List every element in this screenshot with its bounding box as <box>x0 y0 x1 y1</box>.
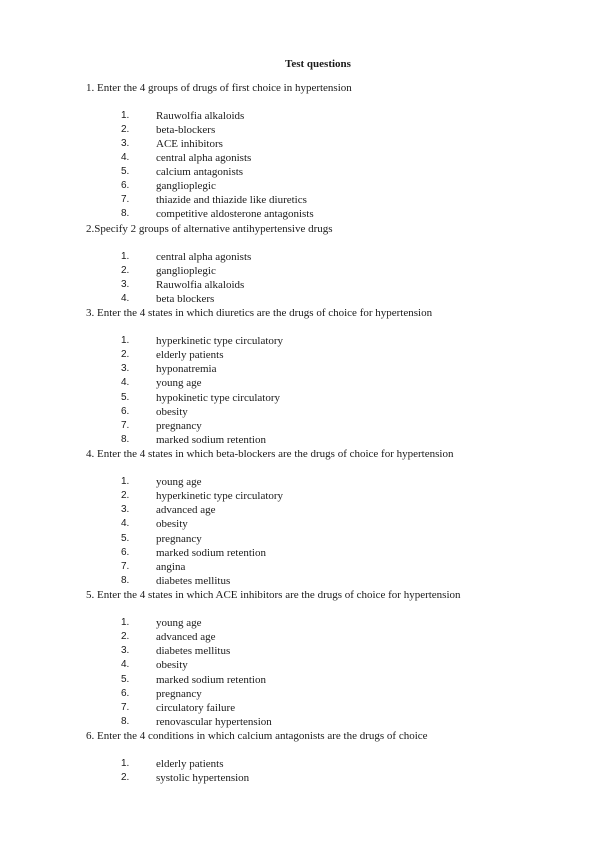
item-number: 1. <box>121 617 130 628</box>
item-number: 1. <box>121 251 130 262</box>
item-text: diabetes mellitus <box>156 575 231 587</box>
question-2: 2.Specify 2 groups of alternative antihypertensive drugs <box>86 223 333 235</box>
item-number: 4. <box>121 659 130 670</box>
item-text: hyperkinetic type circulatory <box>156 335 284 347</box>
item-text: young age <box>156 617 202 629</box>
item-text: pregnancy <box>156 533 202 545</box>
item-text: elderly patients <box>156 349 224 361</box>
item-text: young age <box>156 476 202 488</box>
item-text: beta blockers <box>156 293 215 305</box>
item-number: 2. <box>121 349 130 360</box>
item-number: 7. <box>121 194 130 205</box>
item-number: 8. <box>121 208 130 219</box>
question-1: 1. Enter the 4 groups of drugs of first choice in hypertension <box>86 82 352 94</box>
item-text: obesity <box>156 659 188 671</box>
item-text: obesity <box>156 406 188 418</box>
question-4: 4. Enter the 4 states in which beta-blockers are the drugs of choice for hypertension <box>86 448 454 460</box>
item-number: 6. <box>121 406 130 417</box>
item-number: 7. <box>121 702 130 713</box>
item-number: 2. <box>121 490 130 501</box>
item-number: 6. <box>121 547 130 558</box>
item-text: systolic hypertension <box>156 772 250 784</box>
item-text: ACE inhibitors <box>156 138 223 150</box>
item-text: beta-blockers <box>156 124 216 136</box>
item-text: marked sodium retention <box>156 547 266 559</box>
page-title: Test questions <box>285 58 351 70</box>
item-text: central alpha agonists <box>156 152 252 164</box>
item-text: diabetes mellitus <box>156 645 231 657</box>
item-text: central alpha agonists <box>156 251 252 263</box>
item-number: 5. <box>121 674 130 685</box>
item-number: 1. <box>121 335 130 346</box>
item-number: 3. <box>121 645 130 656</box>
item-number: 8. <box>121 434 130 445</box>
item-text: marked sodium retention <box>156 434 266 446</box>
item-text: obesity <box>156 518 188 530</box>
question-3: 3. Enter the 4 states in which diuretics are the drugs of choice for hypertension <box>86 307 433 319</box>
item-text: thiazide and thiazide like diuretics <box>156 194 307 206</box>
item-number: 2. <box>121 631 130 642</box>
item-number: 2. <box>121 265 130 276</box>
item-text: Rauwolfia alkaloids <box>156 279 245 291</box>
item-text: calcium antagonists <box>156 166 244 178</box>
item-number: 1. <box>121 476 130 487</box>
item-text: competitive aldosterone antagonists <box>156 208 314 220</box>
item-number: 5. <box>121 166 130 177</box>
item-text: elderly patients <box>156 758 224 770</box>
item-number: 8. <box>121 575 130 586</box>
item-text: advanced age <box>156 631 216 643</box>
item-number: 5. <box>121 392 130 403</box>
item-number: 4. <box>121 293 130 304</box>
item-number: 4. <box>121 377 130 388</box>
item-number: 2. <box>121 772 130 783</box>
item-number: 7. <box>121 561 130 572</box>
item-text: pregnancy <box>156 420 202 432</box>
item-number: 1. <box>121 758 130 769</box>
item-number: 3. <box>121 279 130 290</box>
item-text: advanced age <box>156 504 216 516</box>
item-number: 1. <box>121 110 130 121</box>
item-text: hypokinetic type circulatory <box>156 392 281 404</box>
item-number: 6. <box>121 180 130 191</box>
item-number: 3. <box>121 504 130 515</box>
item-text: ganglioplegic <box>156 180 216 192</box>
item-number: 3. <box>121 138 130 149</box>
item-text: hyponatremia <box>156 363 217 375</box>
item-number: 8. <box>121 716 130 727</box>
item-number: 3. <box>121 363 130 374</box>
item-text: young age <box>156 377 202 389</box>
item-text: ganglioplegic <box>156 265 216 277</box>
question-6: 6. Enter the 4 conditions in which calcium antagonists are the drugs of choice <box>86 730 428 742</box>
item-number: 5. <box>121 533 130 544</box>
item-number: 2. <box>121 124 130 135</box>
item-number: 7. <box>121 420 130 431</box>
item-text: renovascular hypertension <box>156 716 272 728</box>
item-text: angina <box>156 561 186 573</box>
item-text: pregnancy <box>156 688 202 700</box>
question-5: 5. Enter the 4 states in which ACE inhibitors are the drugs of choice for hypertension <box>86 589 461 601</box>
item-number: 4. <box>121 518 130 529</box>
item-text: hyperkinetic type circulatory <box>156 490 284 502</box>
item-number: 6. <box>121 688 130 699</box>
item-text: Rauwolfia alkaloids <box>156 110 245 122</box>
item-text: circulatory failure <box>156 702 236 714</box>
item-text: marked sodium retention <box>156 674 266 686</box>
item-number: 4. <box>121 152 130 163</box>
